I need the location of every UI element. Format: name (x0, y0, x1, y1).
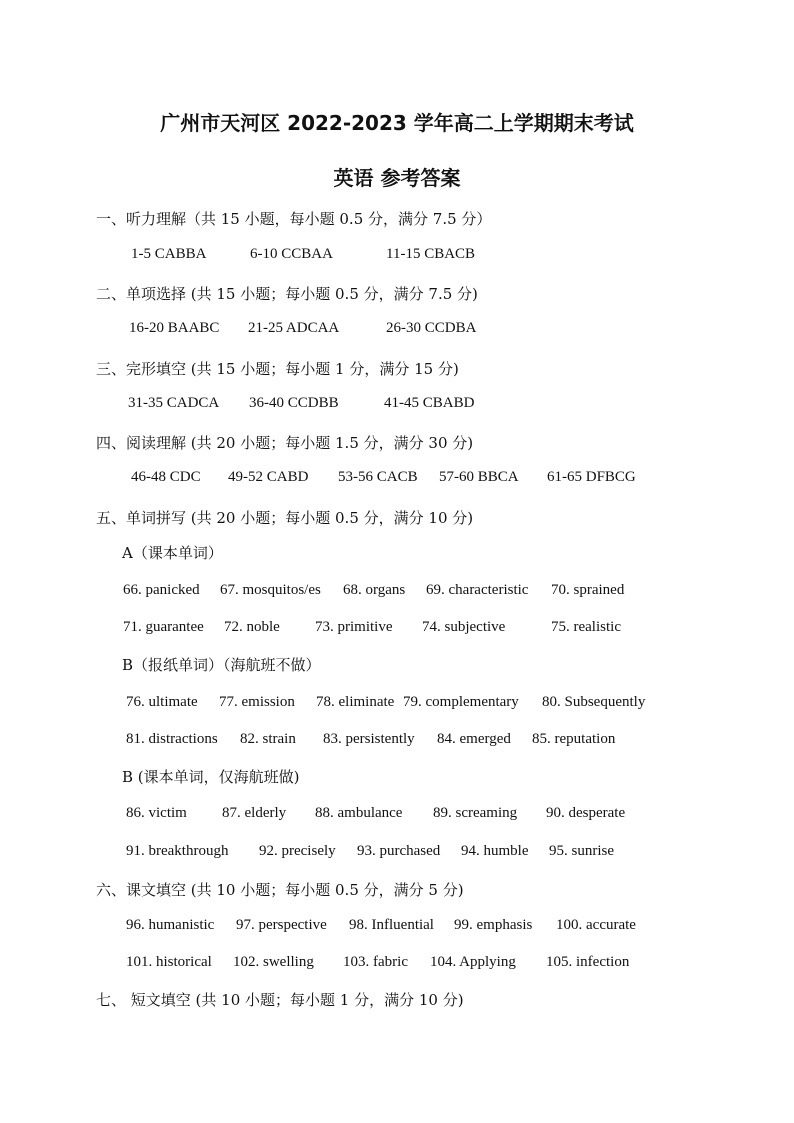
answer-group: 11-15 CBACB (386, 246, 476, 262)
section-listening-answers (0, 246, 794, 266)
text-fill-answer: 99. emphasis (454, 917, 533, 933)
spelling-b2-row (0, 843, 794, 863)
spelling-answer: 85. reputation (532, 731, 616, 747)
text-fill-answer: 103. fabric (343, 954, 408, 970)
section-short-text-heading: 七、 短文填空 (共 10 小题；每小题 1 分，满分 10 分) (96, 991, 464, 1009)
spelling-answer: 67. mosquitos/es (220, 582, 321, 598)
section-listening-heading: 一、听力理解（共 15 小题，每小题 0.5 分，满分 7.5 分） (96, 210, 492, 228)
text-fill-answer: 104. Applying (430, 954, 516, 970)
spelling-answer: 92. precisely (259, 843, 336, 859)
spelling-answer: 89. screaming (433, 805, 518, 821)
section-spelling-b2-label: B (课本单词，仅海航班做) (122, 768, 300, 786)
section-text-fill-heading: 六、课文填空 (共 10 小题；每小题 0.5 分，满分 5 分) (96, 881, 464, 899)
text-fill-answer: 100. accurate (556, 917, 636, 933)
answer-group: 1-5 CABBA (131, 246, 207, 262)
answer-group: 16-20 BAABC (129, 320, 220, 336)
spelling-answer: 87. elderly (222, 805, 287, 821)
text-fill-answer: 96. humanistic (126, 917, 215, 933)
section-reading-heading: 四、阅读理解 (共 20 小题；每小题 1.5 分，满分 30 分) (96, 434, 474, 452)
section-cloze-answers (0, 395, 794, 415)
spelling-answer: 80. Subsequently (542, 694, 646, 710)
answer-group: 41-45 CBABD (384, 395, 475, 411)
answer-group: 57-60 BBCA (439, 469, 519, 485)
answer-group: 21-25 ADCAA (248, 320, 340, 336)
text-fill-answer: 101. historical (126, 954, 212, 970)
text-fill-answer: 102. swelling (233, 954, 314, 970)
text-fill-answer: 98. Influential (349, 917, 434, 933)
spelling-answer: 84. emerged (437, 731, 511, 747)
section-spelling-a-label: A（课本单词） (122, 544, 223, 562)
spelling-answer: 94. humble (461, 843, 529, 859)
text-fill-answer: 97. perspective (236, 917, 327, 933)
spelling-answer: 78. eliminate (316, 694, 395, 710)
section-spelling-b1-label: B（报纸单词）（海航班不做） (122, 656, 321, 674)
page-title: 广州市天河区 2022-2023 学年高二上学期期末考试 (160, 111, 634, 135)
spelling-answer: 90. desperate (546, 805, 626, 821)
spelling-answer: 83. persistently (323, 731, 415, 747)
spelling-a-row (0, 619, 794, 639)
section-cloze-heading: 三、完形填空 (共 15 小题；每小题 1 分，满分 15 分) (96, 360, 459, 378)
answer-group: 6-10 CCBAA (250, 246, 333, 262)
spelling-answer: 95. sunrise (549, 843, 614, 859)
spelling-answer: 82. strain (240, 731, 296, 747)
spelling-answer: 88. ambulance (315, 805, 403, 821)
spelling-answer: 68. organs (343, 582, 406, 598)
section-spelling-heading: 五、单词拼写 (共 20 小题；每小题 0.5 分，满分 10 分) (96, 509, 474, 527)
section-single-choice-answers (0, 320, 794, 340)
answer-group: 36-40 CCDBB (249, 395, 339, 411)
spelling-b1-row (0, 694, 794, 714)
answer-group: 49-52 CABD (228, 469, 309, 485)
spelling-b1-row (0, 731, 794, 751)
spelling-answer: 91. breakthrough (126, 843, 229, 859)
section-single-choice-heading: 二、单项选择 (共 15 小题；每小题 0.5 分，满分 7.5 分) (96, 285, 478, 303)
text-fill-row (0, 917, 794, 937)
answer-group: 61-65 DFBCG (547, 469, 636, 485)
answer-group: 26-30 CCDBA (386, 320, 477, 336)
answer-group: 53-56 CACB (338, 469, 418, 485)
spelling-answer: 76. ultimate (126, 694, 198, 710)
spelling-answer: 79. complementary (403, 694, 519, 710)
text-fill-answer: 105. infection (546, 954, 630, 970)
spelling-answer: 81. distractions (126, 731, 218, 747)
spelling-answer: 71. guarantee (123, 619, 204, 635)
spelling-a-row (0, 582, 794, 602)
spelling-answer: 77. emission (219, 694, 295, 710)
spelling-b2-row (0, 805, 794, 825)
spelling-answer: 72. noble (224, 619, 280, 635)
spelling-answer: 69. characteristic (426, 582, 529, 598)
answer-group: 31-35 CADCA (128, 395, 220, 411)
section-reading-answers (0, 469, 794, 489)
spelling-answer: 74. subjective (422, 619, 506, 635)
spelling-answer: 93. purchased (357, 843, 441, 859)
spelling-answer: 75. realistic (551, 619, 621, 635)
spelling-answer: 70. sprained (551, 582, 625, 598)
spelling-answer: 86. victim (126, 805, 187, 821)
spelling-answer: 73. primitive (315, 619, 393, 635)
spelling-answer: 66. panicked (123, 582, 200, 598)
page-subtitle: 英语 参考答案 (333, 166, 461, 190)
text-fill-row (0, 954, 794, 974)
answer-group: 46-48 CDC (131, 469, 201, 485)
